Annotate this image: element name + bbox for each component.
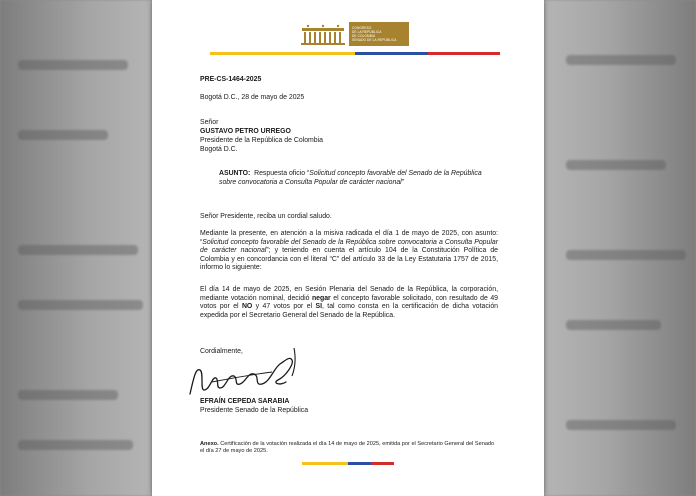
blurred-text-line: [566, 55, 676, 65]
recipient-title: Señor: [200, 119, 219, 126]
recipient-position: Presidente de la República de Colombia: [200, 137, 323, 144]
paragraph-2-bold-no: NO: [241, 303, 253, 311]
recipient-city: Bogotá D.C.: [200, 146, 238, 153]
recipient-name: GUSTAVO PETRO URREGO: [200, 128, 291, 135]
blurred-text-line: [18, 390, 118, 400]
reference-number: PRE-CS-1464-2025: [200, 76, 262, 83]
annex-text: Certificación de la votación realizada el día 14 de mayo de 2025, emitida por el Secretario General del Senado el día 27 de mayo de 2025.: [200, 441, 495, 455]
paragraph-2-bold-si: SI: [315, 303, 322, 311]
annex-label: Anexo.: [200, 441, 219, 447]
blurred-background-left: [0, 0, 152, 496]
letter-page: [152, 0, 544, 496]
logo-line: CONGRESO: [352, 25, 372, 30]
closing: Cordialmente,: [200, 348, 243, 355]
paragraph-2: [200, 286, 498, 320]
paragraph-2-bold-negar: negar: [311, 294, 331, 302]
signer-position: Presidente Senado de la República: [200, 407, 309, 414]
flag-stripe-top: [210, 52, 500, 55]
subject-italic: Solicitud concepto favorable del Senado de la República sobre convocatoria a Consulta Popular de carácter nacional: [219, 170, 482, 186]
blurred-text-line: [18, 130, 108, 140]
paragraph-1: [200, 230, 498, 273]
blurred-text-line: [18, 245, 138, 255]
greeting: Señor Presidente, reciba un cordial saludo.: [200, 213, 332, 220]
logo-text-block: [349, 22, 409, 46]
subject-label: ASUNTO:: [219, 170, 251, 177]
paragraph-1-italic: Solicitud concepto favorable del Senado de la República sobre convocatoria a Consulta Popular de carácter nacional: [200, 238, 498, 255]
subject-suffix: ”: [401, 178, 405, 186]
blurred-background-right: [544, 0, 696, 496]
signer-name: EFRAÍN CEPEDA SARABIA: [200, 398, 290, 405]
blurred-text-line: [18, 60, 128, 70]
paragraph-2-text: , tal como consta en la certificación de dicha votación expedida por el Secretario General del Senado de la República.: [200, 303, 498, 319]
blurred-text-line: [18, 300, 143, 310]
paragraph-1-text: Mediante la presente, en atención a la misiva radicada el día 1 de mayo de 2025, con asunto: “: [200, 230, 498, 246]
senate-letterhead: [300, 20, 412, 48]
blurred-text-line: [566, 320, 661, 330]
logo-line: SENADO DE LA REPÚBLICA: [352, 38, 397, 43]
logo-line: DE COLOMBIA: [352, 34, 376, 38]
paragraph-1-text-end: ”; y teniendo en cuenta el artículo 104 de la Constitución Política de Colombia y en concordancia con el literal “C” del artículo 33 de la Ley Estatutaria 1757 de 2015, informo lo siguiente:: [200, 247, 498, 272]
logo-line: DE LA REPÚBLICA: [352, 29, 382, 34]
paragraph-2-text: y 47 votos por el: [252, 303, 316, 311]
paragraph-2-text: el concepto favorable solicitado, con resultado de 49 votos por el: [200, 294, 498, 311]
blurred-text-line: [18, 440, 133, 450]
flag-stripe-bottom: [302, 462, 394, 465]
blurred-text-line: [566, 160, 666, 170]
blurred-text-line: [566, 420, 676, 430]
blurred-text-line: [566, 250, 686, 260]
capitol-building-icon: [300, 23, 346, 45]
place-date: Bogotá D.C., 28 de mayo de 2025: [200, 94, 305, 101]
handwritten-signature: [182, 346, 312, 406]
subject-block: [219, 170, 489, 187]
subject-prefix: Respuesta oficio “: [254, 170, 310, 177]
annex-note: [200, 441, 500, 456]
paragraph-2-text: El día 14 de mayo de 2025, en Sesión Plenaria del Senado de la República, la corporación, mediante votación nominal, decidió: [200, 286, 498, 302]
